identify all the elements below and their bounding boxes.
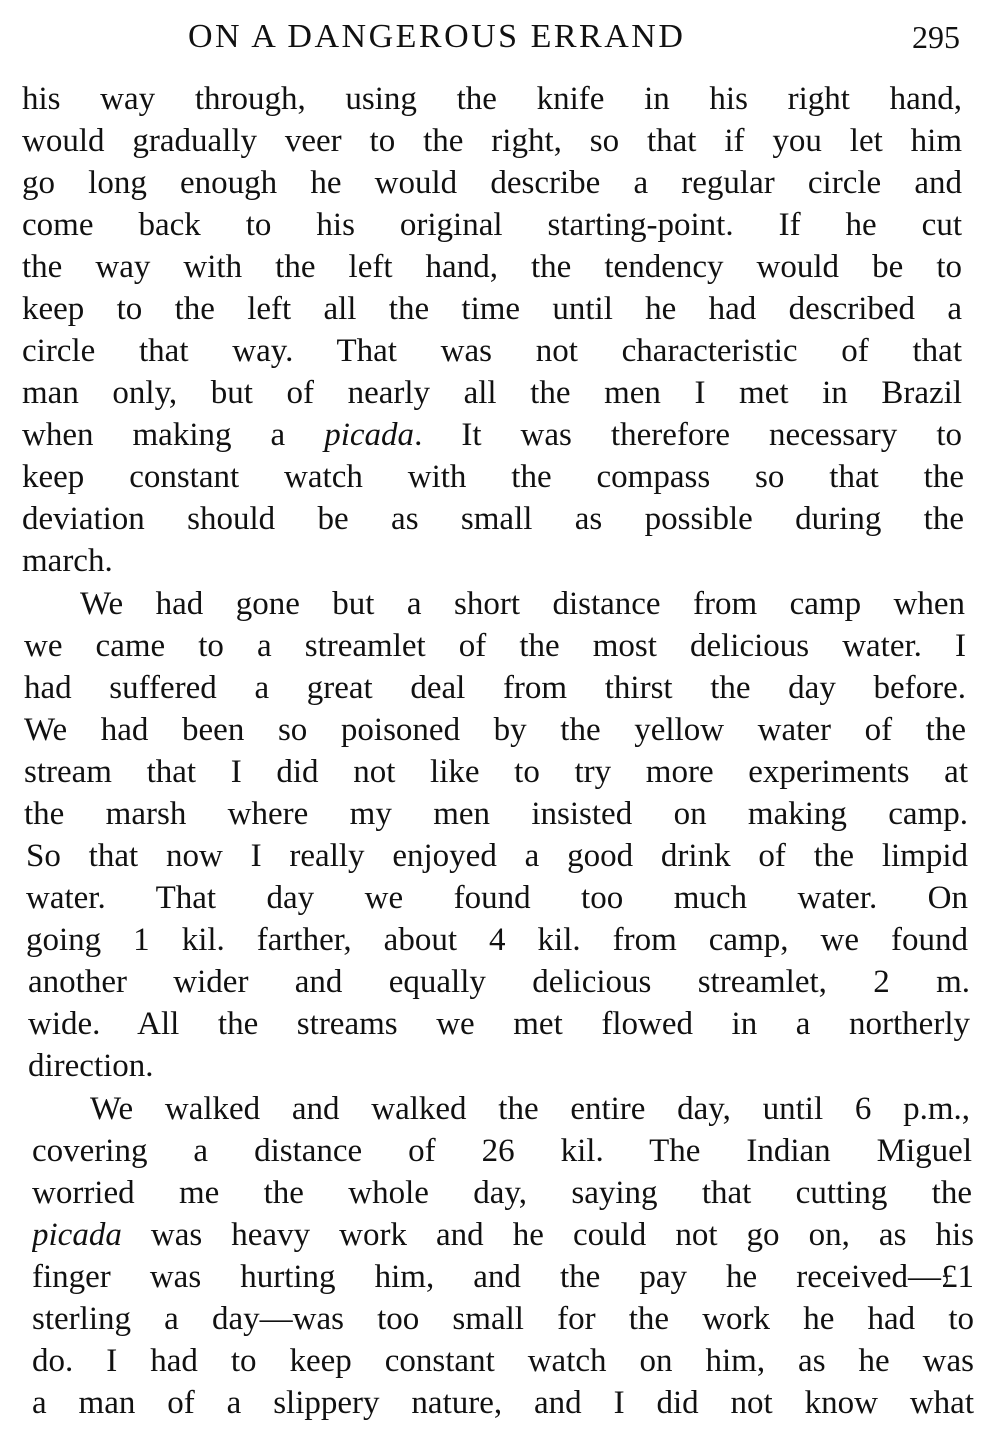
text-line: going 1 kil. farther, about 4 kil. from camp, we found [26, 922, 968, 958]
text-line: direction. [28, 1048, 154, 1084]
text-line: circle that way. That was not characteristic of that [22, 333, 962, 369]
text-line: keep constant watch with the compass so that the [22, 459, 964, 495]
text-line: the way with the left hand, the tendency would be to [22, 249, 962, 285]
italic-term: picada [32, 1217, 122, 1253]
text-line: So that now I really enjoyed a good drink of the limpid [26, 838, 968, 874]
text-line: his way through, using the knife in his right hand, [22, 81, 962, 117]
text-line: had suffered a great deal from thirst the day before. [24, 670, 966, 706]
text-line: finger was hurting him, and the pay he received—£1 [32, 1259, 974, 1295]
text-line: covering a distance of 26 kil. The Indian Miguel [32, 1133, 972, 1169]
text-line: come back to his original starting-point. If he cut [22, 207, 962, 243]
running-head [0, 12, 1000, 62]
text-line: another wider and equally delicious streamlet, 2 m. [28, 964, 970, 1000]
text-line: deviation should be as small as possible during the [22, 501, 964, 537]
text-line: We had gone but a short distance from camp when [80, 586, 965, 622]
text-line: when making a picada. It was therefore necessary to [22, 417, 962, 453]
text-line: man only, but of nearly all the men I met in Brazil [22, 375, 962, 411]
text-line: We walked and walked the entire day, until 6 p.m., [90, 1091, 970, 1127]
page-number: 295 [912, 19, 960, 55]
text-line: worried me the whole day, saying that cutting the [32, 1175, 972, 1211]
italic-term: picada [324, 417, 415, 453]
text-line: picada was heavy work and he could not go on, as his [32, 1217, 974, 1253]
text-line: we came to a streamlet of the most delicious water. I [24, 628, 966, 664]
text-line: would gradually veer to the right, so that if you let him [22, 123, 962, 159]
text-line: keep to the left all the time until he had described a [22, 291, 962, 327]
text-line: sterling a day—was too small for the work he had to [32, 1301, 974, 1337]
text-line: a man of a slippery nature, and I did not know what [32, 1385, 974, 1421]
text-line: go long enough he would describe a regular circle and [22, 165, 962, 201]
text-line: water. That day we found too much water. On [26, 880, 968, 916]
running-title: ON A DANGEROUS ERRAND [188, 18, 686, 55]
text-line: the marsh where my men insisted on making camp. [24, 796, 968, 832]
text-line: We had been so poisoned by the yellow water of the [24, 712, 966, 748]
text-line: stream that I did not like to try more experiments at [24, 754, 968, 790]
text-line: march. [22, 543, 113, 579]
text-line: do. I had to keep constant watch on him, as he was [32, 1343, 974, 1379]
text-line: wide. All the streams we met flowed in a northerly [28, 1006, 970, 1042]
